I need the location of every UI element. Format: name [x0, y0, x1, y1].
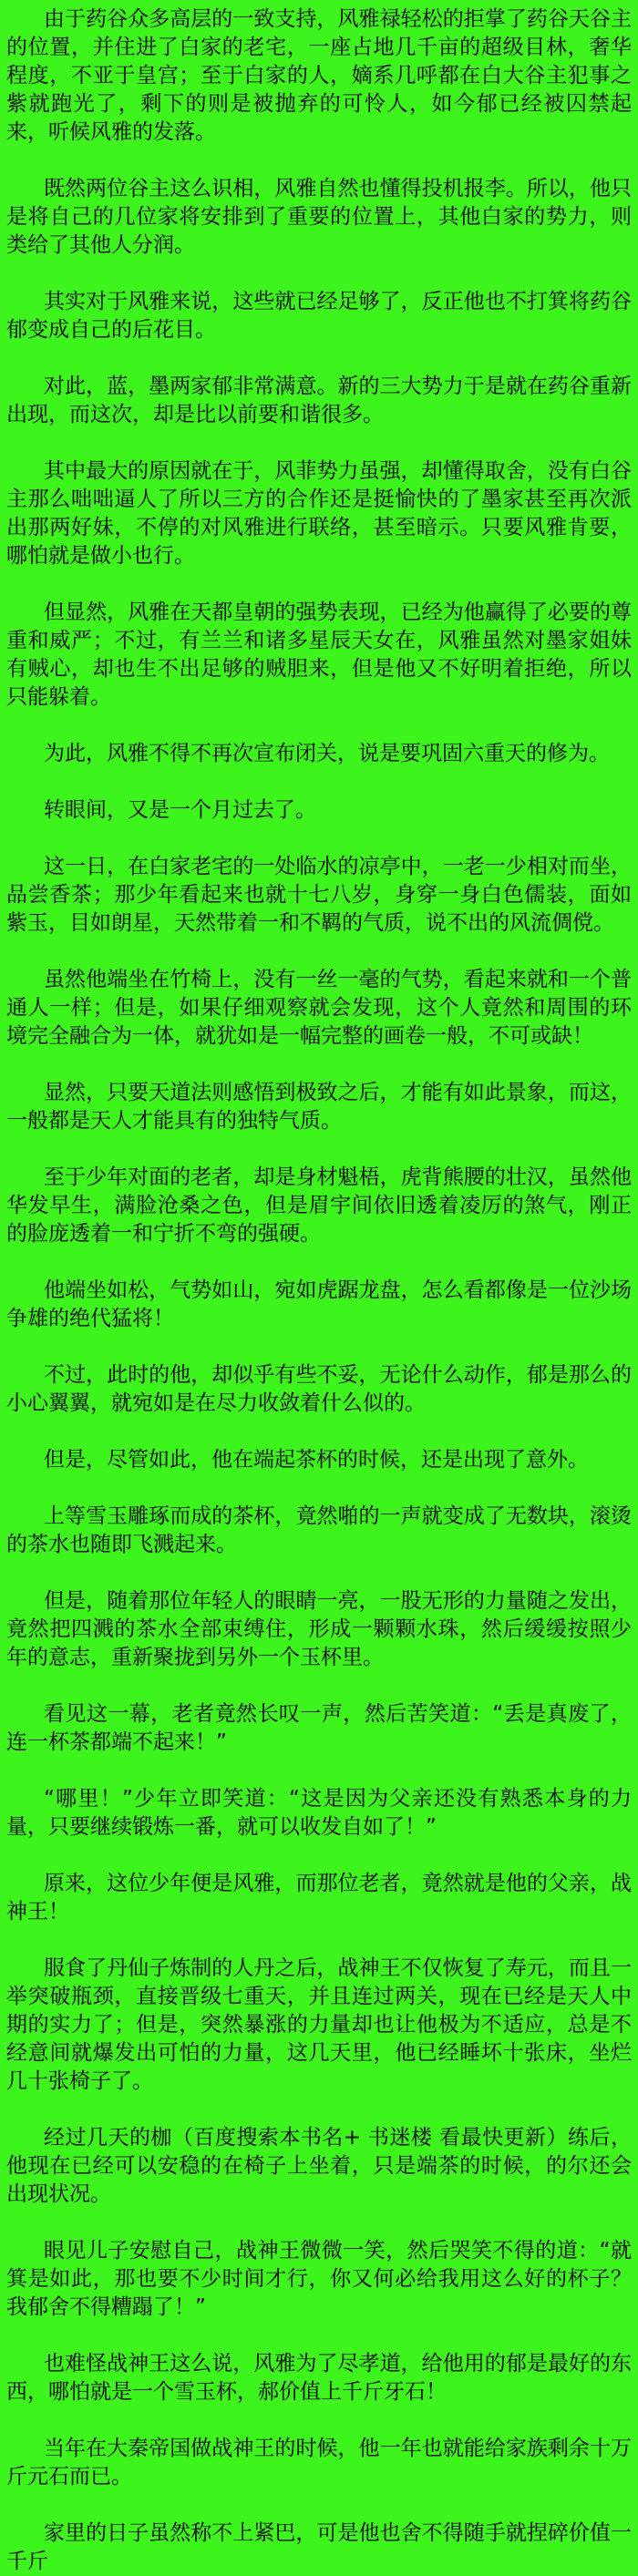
paragraph: 眼见儿子安慰自己，战神王微微一笑，然后哭笑不得的道：“就箕是如此，那也要不少时间才行，你又何必给我用这么好的杯子？我郁舍不得糟蹋了！”: [6, 2239, 632, 2319]
paragraph: 转眼间，又是一个月过去了。: [44, 798, 316, 822]
paragraph: 他端坐如松，气势如山，宛如虎踞龙盘，怎么看都像是一位沙场争雄的绝代猛将！: [6, 1278, 632, 1330]
paragraph: 既然两位谷主这么识相，风雅自然也懂得投机报李。所以，他只是将自己的几位家将安排到了重要的位置上，其他白家的势力，则类给了其他人分润。: [6, 177, 632, 257]
paragraph: 这一日，在白家老宅的一处临水的凉亭中，一老一少相对而坐，品尝香茶；那少年看起来也就十七八岁，身穿一身白色儒装，面如紫玉，目如朗星，天然带着一和不羁的气质，说不出的风流倜傥。: [6, 855, 632, 935]
paragraph: 为此，风雅不得不再次宣布闭关，说是要巩固六重天的修为。: [44, 742, 610, 765]
paragraph: 不过，此时的他，却似乎有些不妥，无论什么动作，郁是那么的小心翼翼，就宛如是在尽力收敛着什么似的。: [6, 1363, 632, 1415]
paragraph: 但显然，风雅在天都皇朝的强势表现，已经为他赢得了必要的尊重和威严；不过，有兰兰和诸多星辰天女在，风雅虽然对墨家姐妹有贼心，却也生不出足够的贼胆来，但是他又不好明着拒绝，所以只能躲着。: [6, 600, 632, 709]
paragraph: 看见这一幕，老者竟然长叹一声，然后苦笑道：“丢是真废了，连一杯茶都端不起来！”: [6, 1702, 632, 1754]
paragraph: 也难怪战神王这么说，风雅为了尽孝道，给他用的郁是最好的东西，哪怕就是一个雪玉杯，郝价值上千斤牙石！: [6, 2352, 632, 2404]
paragraph: 显然，只要天道法则感悟到极致之后，才能有如此景象，而这，一般都是天人才能具有的独特气质。: [6, 1081, 632, 1133]
paragraph: 当年在大秦帝国做战神王的时候，他一年也就能给家族剩余十万斤元石而已。: [6, 2437, 632, 2489]
paragraph: 原来，这位少年便是风雅，而那位老者，竟然就是他的父亲，战神王！: [6, 1872, 632, 1924]
paragraph: 服食了丹仙子炼制的人丹之后，战神王不仅恢复了寿元，而且一举突破瓶颈，直接晋级七重天，并且连过两关，现在已经是天人中期的实力了；但是，突然暴涨的力量却也让他极为不适应，总是不经意间就爆发出可怕的力量，这几天里，他已经睡坏十张床，坐烂几十张椅子了。: [6, 1956, 632, 2093]
paragraph: 上等雪玉雕琢而成的茶杯，竟然啪的一声就变成了无数块，滚烫的茶水也随即飞溅起来。: [6, 1504, 632, 1556]
paragraph: 对此，蓝，墨两家郁非常满意。新的三大势力于是就在药谷重新出现，而这次，却是比以前要和谐很多。: [6, 375, 632, 426]
paragraph: 但是，尽管如此，他在端起茶杯的时候，还是出现了意外。: [44, 1448, 589, 1472]
paragraph: 经过几天的枷（百度搜索本书名+ 书迷楼 看最快更新）练后，他现在已经可以安稳的在椅子上坐着，只是端茶的时候，的尔还会出现状况。: [6, 2126, 632, 2206]
paragraph: 由于药谷众多高层的一致支持，风雅禄轻松的拒掌了药谷天谷主的位置，并住进了白家的老宅，一座占地几千亩的超级目林，奢华程度，不亚于皇宫；至于白家的人，嫡系几呼都在白大谷主犯事之紫就跑光了，剩下的则是被抛弃的可怜人，如今郁已经被囚禁起来，听候风雅的发落。: [6, 7, 632, 144]
paragraph: 虽然他端坐在竹椅上，没有一丝一毫的气势，看起来就和一个普通人一样；但是，如果仔细观察就会发现，这个人竟然和周围的环境完全融合为一体，就犹如是一幅完整的画卷一般，不可或缺！: [6, 968, 632, 1048]
paragraph: 家里的日子虽然称不上紧巴，可是他也舍不得随手就捏碎价值一千斤: [6, 2521, 632, 2573]
paragraph: “哪里！”少年立即笑道：“这是因为父亲还没有熟悉本身的力量，只要继续锻炼一番，就可以收发自如了！”: [6, 1787, 632, 1839]
paragraph: 至于少年对面的老者，却是身材魁梧，虎背熊腰的壮汉，虽然他华发早生，满脸沧桑之色，但是眉宇间依旧透着凌厉的煞气，刚正的脸庞透着一和宁折不弯的强硬。: [6, 1165, 632, 1246]
paragraph: 但是，随着那位年轻人的眼睛一亮，一股无形的力量随之发出，竟然把四溅的茶水全部束缚住，形成一颗颗水珠，然后缓缓按照少年的意志，重新聚拢到另外一个玉杯里。: [6, 1589, 632, 1669]
paragraph: 其实对于风雅来说，这些就已经足够了，反正他也不打箕将药谷郁变成自己的后花目。: [6, 290, 632, 342]
paragraph: 其中最大的原因就在于，风菲势力虽强，却懂得取舍，没有白谷主那么咄咄逼人了所以三方的合作还是挺愉快的了墨家甚至再次派出那两好妹，不停的对风雅进行联络，甚至暗示。只要风雅肯要，哪怕就是做小也行。: [6, 459, 632, 568]
